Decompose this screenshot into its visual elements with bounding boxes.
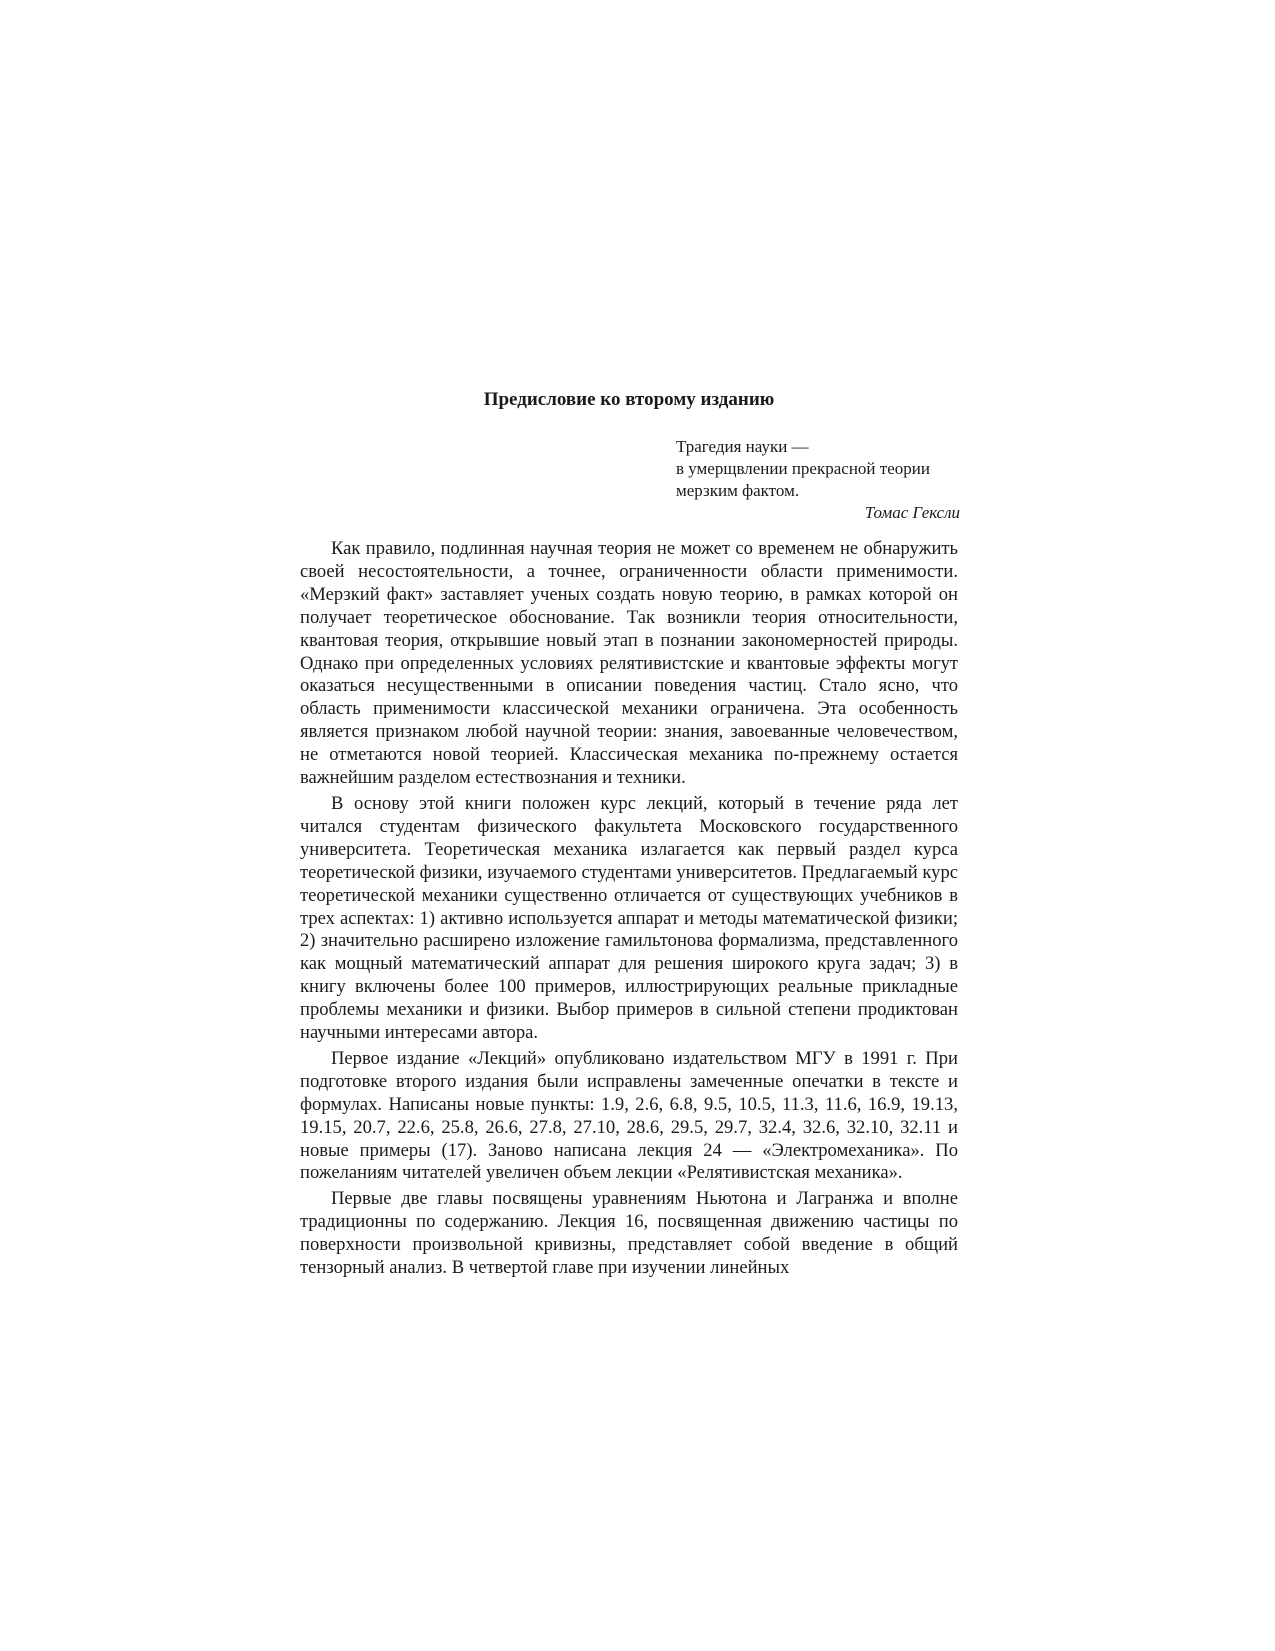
epigraph-line: Трагедия науки — — [676, 437, 809, 456]
page-title: Предисловие ко второму изданию — [483, 389, 775, 410]
epigraph-author: Томас Гексли — [864, 503, 960, 522]
paragraph: Как правило, подлинная научная теория не может со временем не обнаружить своей несостоятельности, а точнее, ограниченности области применимости. «Мерзкий факт» заставляет ученых создать новую теорию, в рамках которой он получает теоретическое обоснование. Так возникли теория относительности, квантовая теория, открывшие новый этап в познании закономерностей природы. Однако при определенных условиях релятивистские и квантовые эффекты могут оказаться несущественными в описании поведения частиц. Стало ясно, что область применимости классической механики ограничена. Эта особенность является признаком любой научной теории: знания, завоеванные человечеством, не отметаются новой теорией. Классическая механика по-прежнему остается важнейшим разделом естествознания и техники. — [300, 538, 958, 789]
body-text — [300, 538, 958, 1283]
epigraph — [676, 436, 960, 524]
paragraph: Первое издание «Лекций» опубликовано издательством МГУ в 1991 г. При подготовке второго издания были исправлены замеченные опечатки в тексте и формулах. Написаны новые пункты: 1.9, 2.6, 6.8, 9.5, 10.5, 11.3, 11.6, 16.9, 19.13, 19.15, 20.7, 22.6, 25.8, 26.6, 27.8, 27.10, 28.6, 29.5, 29.7, 32.4, 32.6, 32.10, 32.11 и новые примеры (17). Заново написана лекция 24 — «Электромеханика». По пожеланиям читателей увеличен объем лекции «Релятивистская механика». — [300, 1047, 958, 1184]
paragraph: Первые две главы посвящены уравнениям Ньютона и Лагранжа и вполне традиционны по содержанию. Лекция 16, посвященная движению частицы по поверхности произвольной кривизны, представляет собой введение в общий тензорный анализ. В четвертой главе при изучении линейных — [300, 1188, 958, 1279]
epigraph-line: мерзким фактом. — [676, 481, 800, 500]
paragraph: В основу этой книги положен курс лекций, который в течение ряда лет читался студентам физического факультета Московского государственного университета. Теоретическая механика излагается как первый раздел курса теоретической физики, изучаемого студентами университетов. Предлагаемый курс теоретической механики существенно отличается от существующих учебников в трех аспектах: 1) активно используется аппарат и методы математической физики; 2) значительно расширено изложение гамильтонова формализма, представленного как мощный математический аппарат для решения широкого круга задач; 3) в книгу включены более 100 примеров, иллюстрирующих реальные прикладные проблемы механики и физики. Выбор примеров в сильной степени продиктован научными интересами автора. — [300, 792, 958, 1044]
epigraph-line: в умерщвлении прекрасной теории — [676, 459, 930, 478]
